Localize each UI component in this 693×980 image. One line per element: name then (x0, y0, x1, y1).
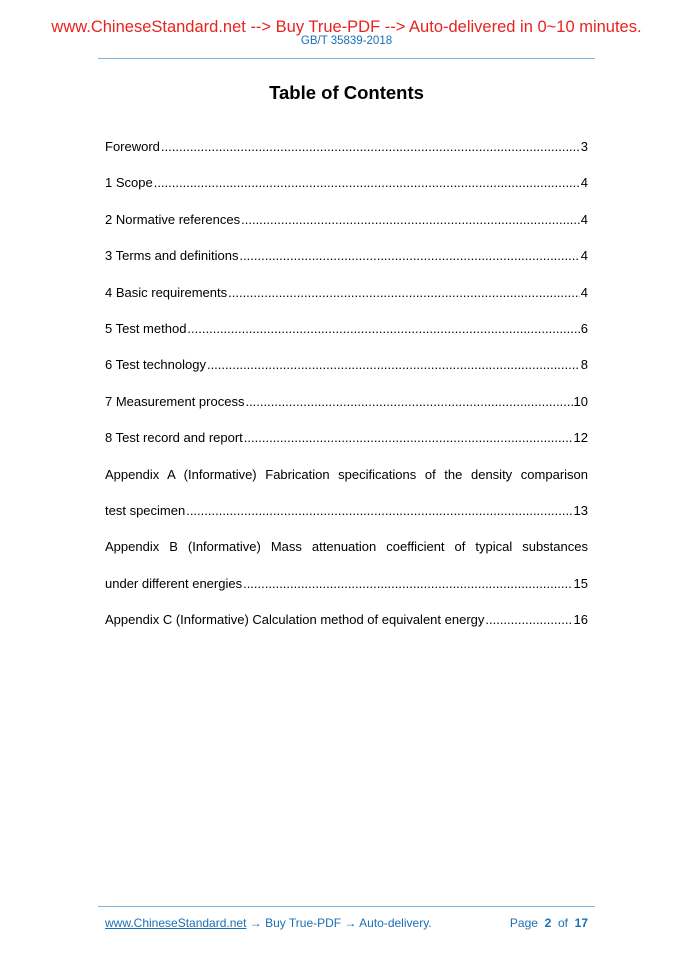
footer-links (105, 916, 432, 930)
footer-site-link[interactable]: www.ChineseStandard.net (105, 916, 247, 930)
toc-page-number: 4 (580, 248, 588, 264)
toc-entry-label: 8 Test record and report (105, 430, 243, 446)
toc-page-number: 10 (573, 393, 588, 409)
toc-entry-label: 1 Scope (105, 175, 153, 191)
toc-leader-dots (161, 138, 580, 156)
toc-entry-label: 7 Measurement process (105, 393, 245, 409)
toc-entry-label: 6 Test technology (105, 357, 206, 373)
toc-page-number: 4 (580, 175, 588, 191)
footer-buy-text: Buy True-PDF (265, 916, 342, 930)
toc-entry-terms-and-definitions[interactable] (105, 247, 588, 283)
toc-entry-foreword[interactable] (105, 138, 588, 174)
toc-entry-label: Appendix B (Informative) Mass attenuation coefficient of typical substances (105, 539, 588, 555)
total-page-count: 17 (574, 916, 588, 930)
document-code: GB/T 35839-2018 (300, 35, 393, 47)
toc-entry-label: test specimen (105, 502, 186, 518)
toc-entry-label: Foreword (105, 139, 160, 154)
toc-page-number: 6 (580, 320, 588, 336)
toc-entry-test-technology[interactable] (105, 356, 588, 392)
page-word: Page (509, 916, 538, 930)
toc-page-number: 16 (573, 612, 588, 628)
page-title: Table of Contents (269, 82, 424, 103)
toc-leader-dots (239, 247, 579, 265)
toc-entry-label: Appendix A (Informative) Fabrication specifications of the density comparison (105, 466, 588, 482)
header-divider (98, 58, 595, 59)
toc-entry-test-record-and-report[interactable] (105, 429, 588, 465)
toc-leader-dots (154, 174, 580, 192)
toc-leader-dots (245, 393, 572, 411)
toc-page-number: 8 (580, 357, 588, 373)
toc-leader-dots (241, 211, 580, 229)
toc-page-number: 15 (573, 575, 588, 591)
footer-divider (98, 906, 595, 907)
toc-entry-label: Appendix C (Informative) Calculation method of equivalent energy (105, 612, 485, 628)
toc-leader-dots (243, 575, 572, 593)
toc-entry-basic-requirements[interactable] (105, 284, 588, 320)
toc-entry-label: 4 Basic requirements (105, 284, 228, 300)
toc-leader-dots (187, 320, 579, 338)
toc-entry-appendix-b-line2[interactable] (105, 575, 588, 611)
footer-delivery-text: Auto-delivery. (359, 916, 432, 930)
page-footer (105, 916, 588, 930)
arrow-icon: → (249, 916, 262, 930)
toc-leader-dots (228, 284, 580, 302)
toc-entry-appendix-c[interactable] (105, 611, 588, 647)
toc-leader-dots (186, 502, 572, 520)
toc-page-number: 12 (573, 430, 588, 446)
toc-entry-test-method[interactable] (105, 320, 588, 356)
of-word: of (557, 916, 568, 930)
toc-leader-dots (244, 429, 573, 447)
table-of-contents (105, 138, 588, 647)
toc-entry-label: 5 Test method (105, 320, 187, 336)
promo-banner[interactable]: www.ChineseStandard.net --> Buy True-PDF --> Auto-delivered in 0~10 minutes. (51, 18, 642, 36)
toc-page-number: 13 (573, 502, 588, 518)
toc-page-number: 4 (580, 211, 588, 227)
toc-page-number: 3 (580, 139, 588, 154)
toc-entry-appendix-a-line2[interactable] (105, 502, 588, 538)
toc-entry-label: 2 Normative references (105, 211, 241, 227)
toc-entry-label: 3 Terms and definitions (105, 248, 239, 264)
toc-entry-appendix-a-line1[interactable] (105, 466, 588, 502)
toc-leader-dots (207, 356, 580, 374)
current-page-number: 2 (544, 916, 552, 930)
toc-leader-dots (485, 611, 572, 629)
toc-entry-scope[interactable] (105, 174, 588, 210)
toc-page-number: 4 (580, 284, 588, 300)
toc-entry-label: under different energies (105, 575, 243, 591)
arrow-icon: → (344, 916, 357, 930)
page-indicator (510, 916, 588, 930)
toc-entry-measurement-process[interactable] (105, 393, 588, 429)
toc-entry-normative-references[interactable] (105, 211, 588, 247)
toc-entry-appendix-b-line1[interactable] (105, 538, 588, 574)
